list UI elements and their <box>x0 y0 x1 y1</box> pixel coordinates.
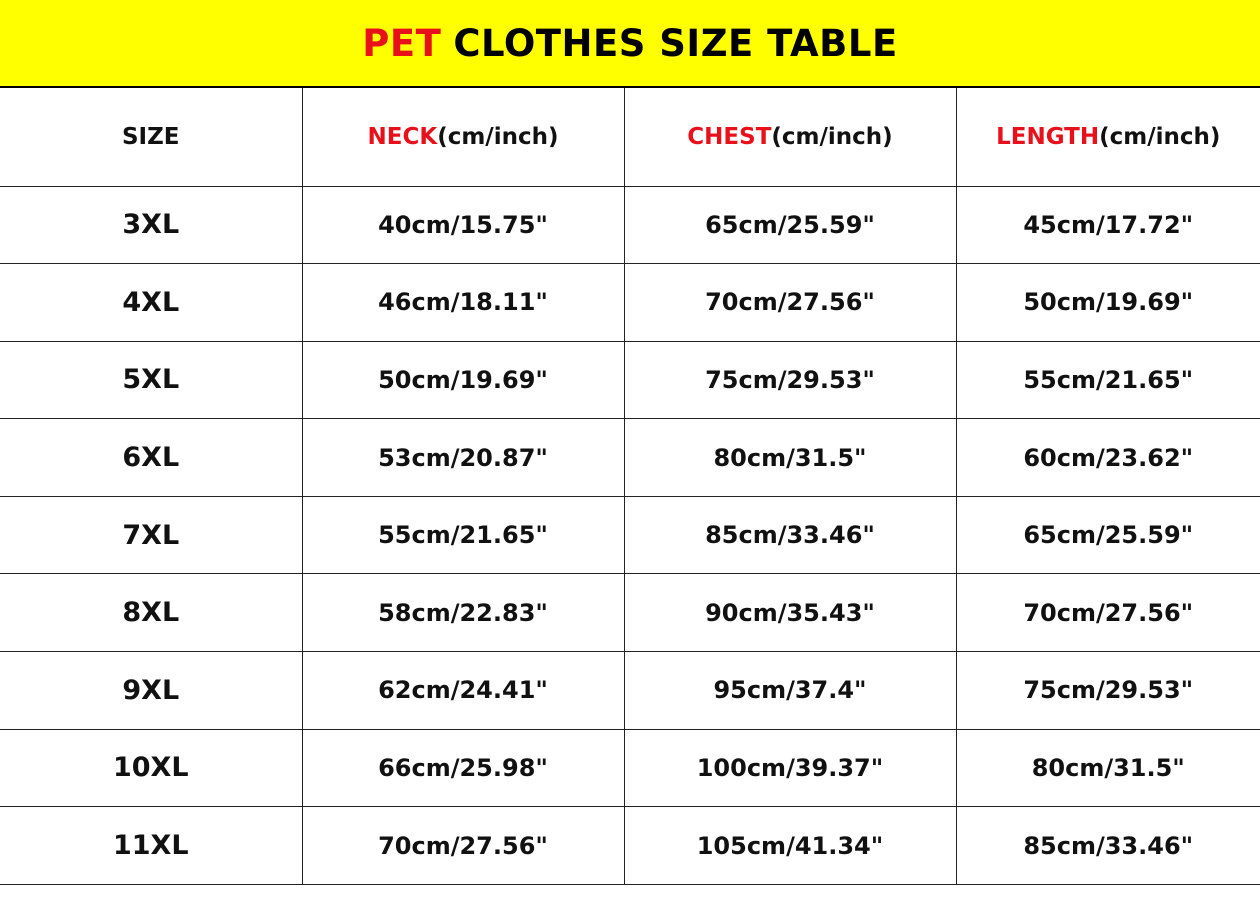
header-neck-red: NECK <box>367 123 438 150</box>
chest-cell: 95cm/37.4" <box>624 652 956 730</box>
length-cell: 70cm/27.56" <box>956 574 1260 652</box>
header-chest-red: CHEST <box>687 123 772 150</box>
size-cell: 5XL <box>0 341 302 419</box>
header-length-red: LENGTH <box>996 123 1100 150</box>
neck-cell: 70cm/27.56" <box>302 807 624 885</box>
neck-cell: 50cm/19.69" <box>302 341 624 419</box>
header-length-unit: (cm/inch) <box>1099 123 1221 150</box>
header-size-label: SIZE <box>121 123 180 150</box>
length-cell: 75cm/29.53" <box>956 652 1260 730</box>
length-cell: 80cm/31.5" <box>956 729 1260 807</box>
chest-cell: 80cm/31.5" <box>624 419 956 497</box>
size-cell: 8XL <box>0 574 302 652</box>
size-cell: 10XL <box>0 729 302 807</box>
neck-cell: 62cm/24.41" <box>302 652 624 730</box>
neck-cell: 66cm/25.98" <box>302 729 624 807</box>
neck-cell: 58cm/22.83" <box>302 574 624 652</box>
size-cell: 3XL <box>0 186 302 264</box>
title-red-text: PET <box>362 21 442 65</box>
header-chest-unit: (cm/inch) <box>771 123 893 150</box>
chest-cell: 75cm/29.53" <box>624 341 956 419</box>
length-cell: 50cm/19.69" <box>956 264 1260 342</box>
chest-cell: 65cm/25.59" <box>624 186 956 264</box>
table-row <box>0 807 1260 885</box>
header-size <box>0 88 302 186</box>
table-row <box>0 574 1260 652</box>
table-row <box>0 419 1260 497</box>
neck-cell: 53cm/20.87" <box>302 419 624 497</box>
table-row <box>0 729 1260 807</box>
header-length <box>956 88 1260 186</box>
chest-cell: 90cm/35.43" <box>624 574 956 652</box>
table-row <box>0 652 1260 730</box>
length-cell: 45cm/17.72" <box>956 186 1260 264</box>
size-cell: 4XL <box>0 264 302 342</box>
size-cell: 9XL <box>0 652 302 730</box>
header-chest <box>624 88 956 186</box>
table-row <box>0 496 1260 574</box>
chest-cell: 105cm/41.34" <box>624 807 956 885</box>
size-cell: 11XL <box>0 807 302 885</box>
length-cell: 60cm/23.62" <box>956 419 1260 497</box>
neck-cell: 46cm/18.11" <box>302 264 624 342</box>
size-table <box>0 88 1260 885</box>
length-cell: 55cm/21.65" <box>956 341 1260 419</box>
table-row <box>0 341 1260 419</box>
length-cell: 65cm/25.59" <box>956 496 1260 574</box>
neck-cell: 55cm/21.65" <box>302 496 624 574</box>
table-row <box>0 264 1260 342</box>
title-banner <box>0 0 1260 88</box>
header-neck <box>302 88 624 186</box>
title-black-text: CLOTHES SIZE TABLE <box>453 21 898 65</box>
neck-cell: 40cm/15.75" <box>302 186 624 264</box>
header-neck-unit: (cm/inch) <box>437 123 559 150</box>
header-row <box>0 88 1260 186</box>
table-row <box>0 186 1260 264</box>
size-cell: 6XL <box>0 419 302 497</box>
size-cell: 7XL <box>0 496 302 574</box>
chest-cell: 70cm/27.56" <box>624 264 956 342</box>
chest-cell: 85cm/33.46" <box>624 496 956 574</box>
chest-cell: 100cm/39.37" <box>624 729 956 807</box>
length-cell: 85cm/33.46" <box>956 807 1260 885</box>
